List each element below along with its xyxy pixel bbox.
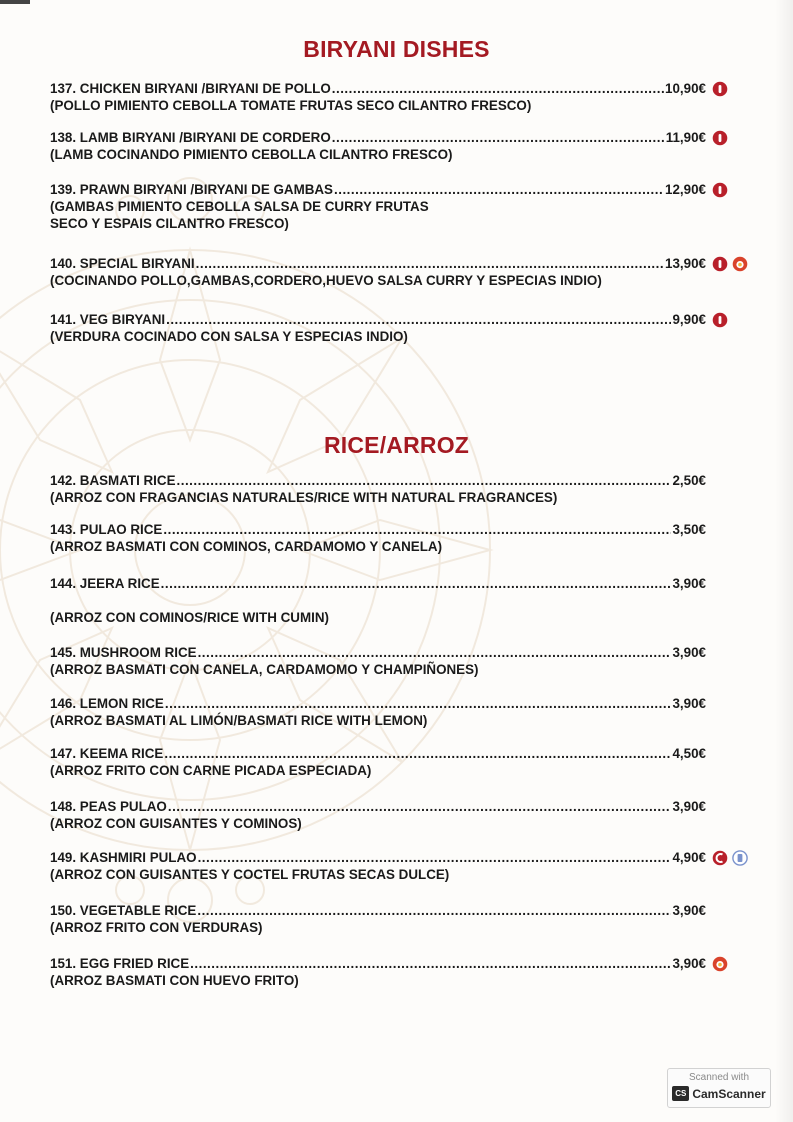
menu-item-line <box>50 955 750 972</box>
menu-item-description: (ARROZ BASMATI CON COMINOS, CARDAMOMO Y CANELA) <box>50 539 443 554</box>
menu-item-line <box>50 472 750 489</box>
menu-item <box>50 849 750 883</box>
menu-item-description: (ARROZ BASMATI AL LIMÓN/BASMATI RICE WITH LEMON) <box>50 713 428 728</box>
egg-allergen-icon <box>732 256 748 272</box>
dot-leader <box>161 576 672 591</box>
menu-item <box>50 311 750 345</box>
stamp-brand <box>672 1086 766 1101</box>
menu-item-price: 2,50€ <box>672 473 706 488</box>
camscanner-stamp <box>667 1068 771 1108</box>
dot-leader <box>197 903 671 918</box>
allergen-icon-red <box>712 312 728 328</box>
menu-item-price: 4,50€ <box>672 746 706 761</box>
allergen-badges <box>712 130 750 146</box>
menu-item-description: (VERDURA COCINADO CON SALSA Y ESPECIAS INDIO) <box>50 329 408 344</box>
menu-item-name: 149. KASHMIRI PULAO <box>50 850 197 865</box>
menu-item-price: 12,90€ <box>665 182 706 197</box>
menu-item <box>50 745 750 779</box>
allergen-badges <box>712 312 750 328</box>
menu-item-name: 138. LAMB BIRYANI /BIRYANI DE CORDERO <box>50 130 331 145</box>
allergen-badges <box>712 956 750 972</box>
dot-leader <box>168 799 672 814</box>
page-edge-shadow <box>775 0 793 1122</box>
menu-item-description: (ARROZ CON GUISANTES Y COCTEL FRUTAS SECAS DULCE) <box>50 867 450 882</box>
camscanner-logo-icon: CS <box>672 1086 689 1101</box>
menu-item-description: (ARROZ FRITO CON VERDURAS) <box>50 920 263 935</box>
menu-item-name: 141. VEG BIRYANI <box>50 312 166 327</box>
egg-allergen-icon <box>712 956 728 972</box>
menu-item-line <box>50 695 750 712</box>
allergen-badges <box>712 81 750 97</box>
dot-leader <box>166 312 671 327</box>
dot-leader <box>332 130 665 145</box>
menu-item-name: 147. KEEMA RICE <box>50 746 164 761</box>
menu-item-line <box>50 798 750 815</box>
menu-item-line <box>50 129 750 146</box>
menu-item-name: 140. SPECIAL BIRYANI <box>50 256 195 271</box>
menu-item-line <box>50 575 750 592</box>
nuts-allergen-icon <box>712 850 728 866</box>
menu-item-name: 143. PULAO RICE <box>50 522 163 537</box>
menu-item-name: 139. PRAWN BIRYANI /BIRYANI DE GAMBAS <box>50 182 333 197</box>
menu-item-price: 3,90€ <box>672 903 706 918</box>
allergen-badges <box>712 256 750 272</box>
menu-item-description: (ARROZ FRITO CON CARNE PICADA ESPECIADA) <box>50 763 372 778</box>
section-title: BIRYANI DISHES <box>303 36 490 62</box>
allergen-icon-red <box>712 81 728 97</box>
menu-item-line <box>50 644 750 661</box>
dot-leader <box>164 746 671 761</box>
menu-item <box>50 255 750 289</box>
menu-item <box>50 80 750 114</box>
menu-item-description: (ARROZ CON GUISANTES Y COMINOS) <box>50 816 302 831</box>
menu-item-line <box>50 311 750 328</box>
menu-item-line <box>50 255 750 272</box>
menu-item-name: 142. BASMATI RICE <box>50 473 176 488</box>
dot-leader <box>190 956 671 971</box>
dot-leader <box>198 645 672 660</box>
allergen-icon-red <box>712 130 728 146</box>
menu-item-price: 3,50€ <box>672 522 706 537</box>
dot-leader <box>334 182 664 197</box>
dot-leader <box>196 256 664 271</box>
menu-item-name: 151. EGG FRIED RICE <box>50 956 190 971</box>
menu-item <box>50 181 750 232</box>
menu-item-price: 3,90€ <box>672 696 706 711</box>
menu-item-description: (ARROZ BASMATI CON CANELA, CARDAMOMO Y CHAMPIÑONES) <box>50 662 479 677</box>
menu-item-line <box>50 181 750 198</box>
dot-leader <box>163 522 671 537</box>
menu-item-description: (GAMBAS PIMIENTO CEBOLLA SALSA DE CURRY FRUTAS <box>50 199 429 214</box>
menu-item-description: (ARROZ CON FRAGANCIAS NATURALES/RICE WITH NATURAL FRAGRANCES) <box>50 490 558 505</box>
dot-leader <box>165 696 672 711</box>
menu-item-description: (ARROZ BASMATI CON HUEVO FRITO) <box>50 973 299 988</box>
menu-item-description: (ARROZ CON COMINOS/RICE WITH CUMIN) <box>50 610 329 625</box>
allergen-icon-red <box>712 256 728 272</box>
menu-item-name: 144. JEERA RICE <box>50 576 160 591</box>
menu-item-price: 13,90€ <box>665 256 706 271</box>
menu-item-name: 146. LEMON RICE <box>50 696 164 711</box>
scan-edge-mark <box>0 0 30 4</box>
menu-item-name: 148. PEAS PULAO <box>50 799 167 814</box>
stamp-brand-name: CamScanner <box>692 1086 766 1101</box>
menu-item-price: 3,90€ <box>672 645 706 660</box>
menu-item-price: 3,90€ <box>672 956 706 971</box>
menu-item-price: 11,90€ <box>665 130 706 145</box>
menu-item-description: (POLLO PIMIENTO CEBOLLA TOMATE FRUTAS SECO CILANTRO FRESCO) <box>50 98 532 113</box>
dot-leader <box>198 850 672 865</box>
menu-item <box>50 902 750 936</box>
dairy-allergen-icon <box>732 850 748 866</box>
menu-item <box>50 798 750 832</box>
menu-item <box>50 521 750 555</box>
menu-item <box>50 575 750 626</box>
menu-item-price: 3,90€ <box>672 799 706 814</box>
menu-item-price: 9,90€ <box>672 312 706 327</box>
menu-item-name: 137. CHICKEN BIRYANI /BIRYANI DE POLLO <box>50 81 331 96</box>
menu-item <box>50 955 750 989</box>
menu-item-line <box>50 849 750 866</box>
menu-item-description: SECO Y ESPAIS CILANTRO FRESCO) <box>50 216 289 231</box>
menu-item-price: 10,90€ <box>665 81 706 96</box>
allergen-badges <box>712 182 750 198</box>
dot-leader <box>177 473 672 488</box>
menu-item-line <box>50 80 750 97</box>
menu-item-price: 3,90€ <box>672 576 706 591</box>
menu-item-description: (LAMB COCINANDO PIMIENTO CEBOLLA CILANTRO FRESCO) <box>50 147 453 162</box>
menu-item <box>50 129 750 163</box>
dot-leader <box>332 81 664 96</box>
allergen-badges <box>712 850 750 866</box>
section-title: RICE/ARROZ <box>323 432 470 458</box>
menu-item <box>50 472 750 506</box>
menu-item-description: (COCINANDO POLLO,GAMBAS,CORDERO,HUEVO SALSA CURRY Y ESPECIAS INDIO) <box>50 273 602 288</box>
menu-item-name: 150. VEGETABLE RICE <box>50 903 197 918</box>
menu-item <box>50 695 750 729</box>
menu-item <box>50 644 750 678</box>
allergen-icon-red <box>712 182 728 198</box>
menu-item-price: 4,90€ <box>672 850 706 865</box>
menu-item-line <box>50 745 750 762</box>
menu-item-line <box>50 902 750 919</box>
stamp-caption: Scanned with <box>688 1072 750 1083</box>
menu-item-line <box>50 521 750 538</box>
menu-item-name: 145. MUSHROOM RICE <box>50 645 197 660</box>
